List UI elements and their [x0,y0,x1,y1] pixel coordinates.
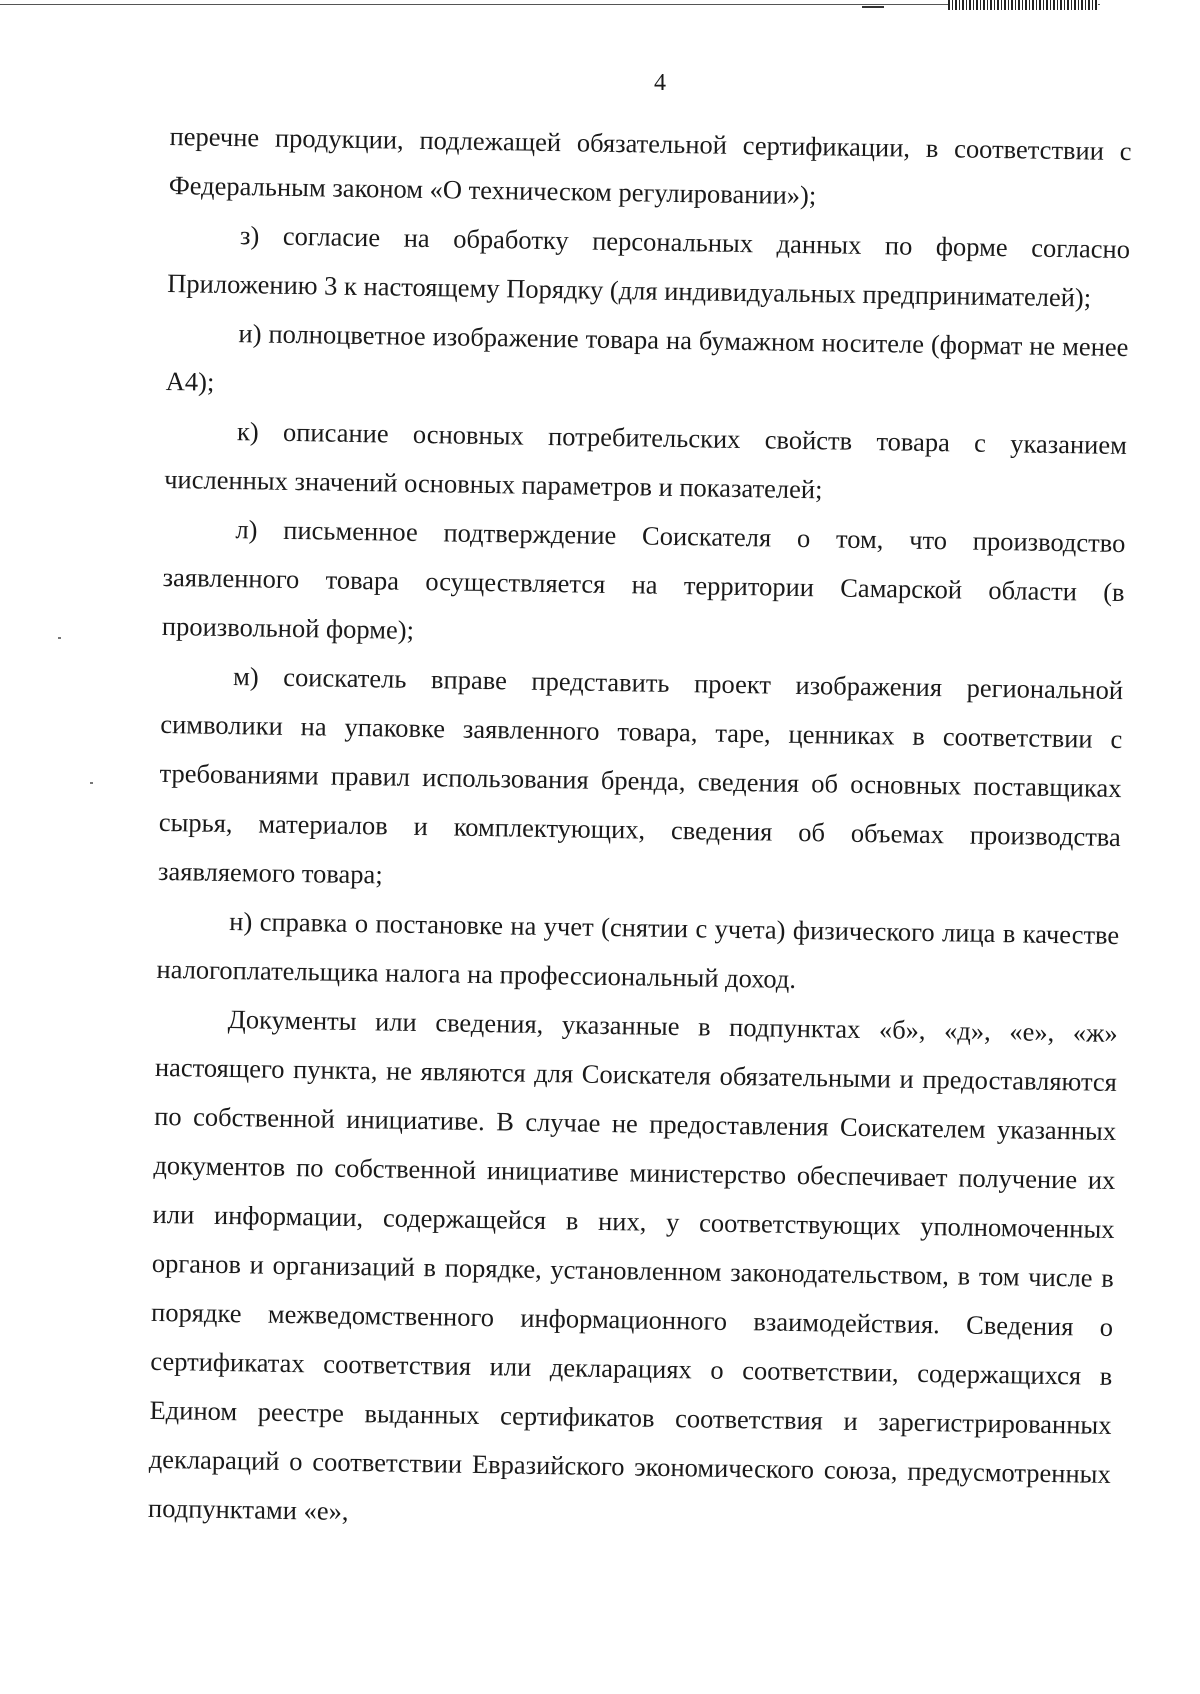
scan-top-edge [0,4,1100,5]
paragraph-item-l: л) письменное подтверждение Соискателя о том, что производство заявленного товара осуществляется на территории Самарской области (в произвольной форме); [161,514,1126,645]
paragraph-item-m: м) соискатель вправе представить проект изображения региональной символики на упаковке заявленного товара, таре, ценниках в соответствии с требованиями правил использования бренда, сведения об основных поставщиках сырья, материалов и комплектующих, сведения об объемах производства заявляемого товара; [157,661,1124,890]
paragraph-continuation: перечне продукции, подлежащей обязательной сертификации, в соответствии с Федеральным законом «О техническом регулировании»); [168,120,1132,211]
paragraph-item-n: н) справка о постановке на учет (снятии с учета) физического лица в качестве налогоплательщика налога на профессиональный доход. [156,906,1120,994]
document-body [148,112,1132,1548]
paragraph-documents: Документы или сведения, указанные в подпунктах «б», «д», «е», «ж» настоящего пункта, не являются для Соискателя обязательными и предоставляются по собственной инициативе. В случае не предоставления Соискателем указанных документов по собственной инициативе министерство обеспечивает получение их или информации, содержащейся в них, у соответствующих уполномоченных органов и организаций в порядке, установленном законодательством, в том числе в порядке межведомственного информационного взаимодействия. Сведения о сертификатах соответствия или декларациях о соответствии, содержащихся в Едином реестре выданных сертификатов соответствия и зарегистрированных деклараций о соответствии Евразийского экономического союза, предусмотренных подпунктами «е», [147,1004,1118,1526]
paragraph-item-z: з) согласие на обработку персональных данных по форме согласно Приложению 3 к настоящему Порядку (для индивидуальных предпринимателей); [167,220,1131,313]
scan-mark [862,0,884,8]
paragraph-item-i: и) полноцветное изображение товара на бумажном носителе (формат не менее А4); [165,318,1129,397]
barcode-strip [948,0,1098,10]
scan-speck [90,782,93,784]
paragraph-item-k: к) описание основных потребительских свойств товара с указанием численных значений основных параметров и показателей; [163,416,1128,505]
scan-speck [58,637,61,639]
page-number: 4 [654,70,666,96]
